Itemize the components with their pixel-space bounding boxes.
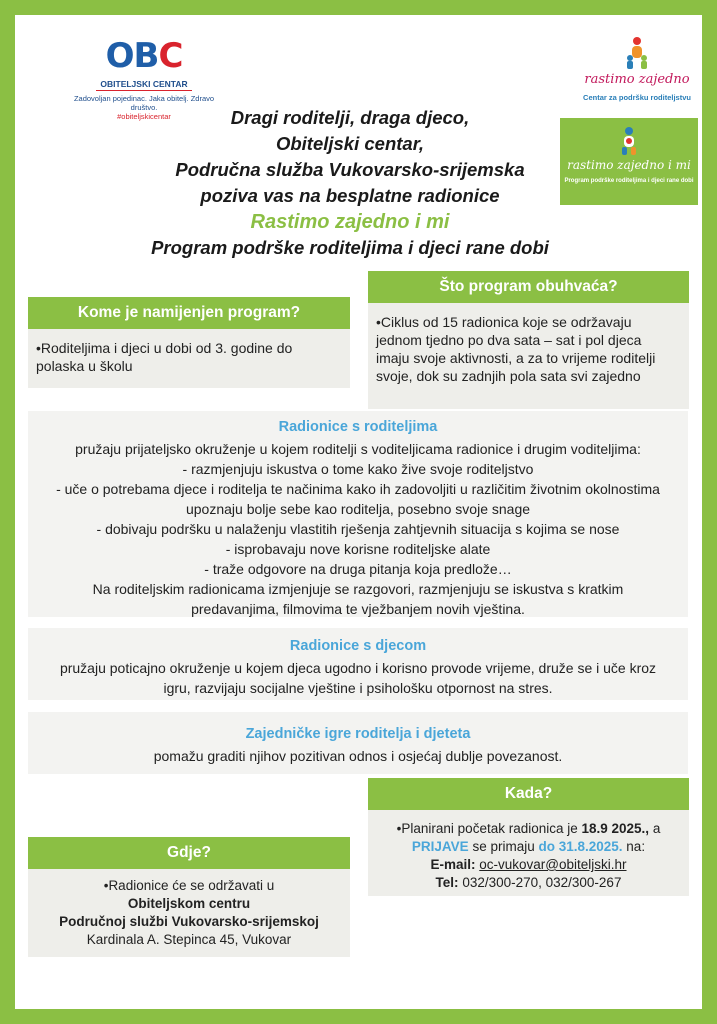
where-box bbox=[28, 837, 350, 957]
parent-workshops-section bbox=[28, 411, 688, 617]
obc-mark: OBC bbox=[105, 36, 183, 76]
where-venue: Obiteljskom centru bbox=[127, 896, 251, 911]
parent-workshops-line: pružaju prijateljsko okruženje u kojem roditelji s voditeljicama radionice i drugim voditeljima: bbox=[75, 441, 641, 457]
family-figure-icon bbox=[620, 36, 654, 70]
program-scope-text: • Ciklus od 15 radionica koje se održavaju jednom tjedno po dva sata – sat i pol djeca imaju svoje aktivnosti, a za to vrijeme roditelji svoje, dok su zadnjih pola sata svi zajedno bbox=[376, 314, 655, 384]
parent-workshops-heading: Radionice s roditeljima bbox=[278, 419, 438, 435]
rastimo-zajedno-script: rastimo zajedno bbox=[584, 72, 690, 87]
email-link[interactable]: oc-vukovar@obiteljski.hr bbox=[479, 857, 627, 872]
parent-workshops-line: - razmjenjuju iskustva o tome kako žive svoje roditeljstvo bbox=[182, 461, 534, 477]
program-scope-box bbox=[368, 271, 689, 409]
obc-name: OBITELJSKI CENTAR bbox=[96, 79, 191, 91]
joint-play-text: pomažu graditi njihov pozitivan odnos i osjećaj dublje povezanost. bbox=[153, 748, 563, 764]
title-line-greeting: Dragi roditelji, draga djeco, bbox=[230, 107, 470, 128]
registration-deadline: do 31.8.2025. bbox=[538, 839, 623, 854]
parent-workshops-line: - uče o potrebama djece i roditelja te načinima kako ih zadovoljiti u različitim životnim okolnostima bbox=[56, 481, 660, 497]
where-office: Područnoj službi Vukovarsko-srijemskoj bbox=[59, 914, 319, 929]
invitation-title bbox=[110, 105, 590, 261]
when-heading: Kada? bbox=[368, 778, 689, 810]
target-group-box bbox=[28, 297, 350, 388]
target-group-text: • Roditeljima i djeci u dobi od 3. godine do polaska u školu bbox=[36, 340, 292, 374]
when-schedule: • Planirani početak radionica je 18.9 2025., a PRIJAVE se primaju do 31.8.2025. na: bbox=[376, 820, 681, 856]
child-workshops-section bbox=[28, 628, 688, 700]
rastimo-zajedno-i-mi-subtitle: Program podrške roditeljima i djeci rane dobi bbox=[564, 178, 694, 184]
email-line: E-mail: oc-vukovar@obiteljski.hr bbox=[430, 857, 627, 872]
child-workshops-line: igru, razvijaju socijalne vještine i psihološku otpornost na stres. bbox=[163, 680, 553, 696]
where-line: • Radionice će se održavati u bbox=[34, 877, 344, 895]
joint-play-heading: Zajedničke igre roditelja i djeteta bbox=[245, 726, 471, 742]
parent-workshops-line: - dobivaju podršku u nalaženju vlastitih rješenja zahtjevnih situacija s kojima se nose bbox=[96, 521, 620, 537]
parent-workshops-line: - isprobavaju nove korisne roditeljske alate bbox=[225, 541, 491, 557]
parent-workshops-line: Na roditeljskim radionicama izmjenjuje se razgovori, razmjenjuju se iskustva s kratkim bbox=[92, 581, 624, 597]
program-name: Rastimo zajedno i mi bbox=[250, 211, 450, 233]
where-address: Kardinala A. Stepinca 45, Vukovar bbox=[86, 932, 292, 947]
program-scope-heading: Što program obuhvaća? bbox=[368, 271, 689, 303]
parent-workshops-line: - traže odgovore na druga pitanja koja predlože… bbox=[204, 561, 512, 577]
obc-hashtag: #obiteljskicentar bbox=[117, 112, 171, 121]
phone-numbers: 032/300-270, 032/300-267 bbox=[462, 875, 622, 890]
when-box bbox=[368, 778, 689, 896]
start-date: 18.9 2025., bbox=[581, 821, 650, 836]
title-line-invitation: poziva vas na besplatne radionice bbox=[200, 185, 500, 206]
target-group-heading: Kome je namijenjen program? bbox=[28, 297, 350, 329]
child-workshops-heading: Radionice s djecom bbox=[289, 638, 427, 654]
where-heading: Gdje? bbox=[28, 837, 350, 869]
program-subtitle: Program podrške roditeljima i djeci rane dobi bbox=[151, 237, 549, 258]
phone-line: Tel: 032/300-270, 032/300-267 bbox=[435, 875, 622, 890]
obc-tagline: Zadovoljan pojedinac. Jaka obitelj. Zdravo društvo. bbox=[73, 94, 215, 112]
rastimo-zajedno-i-mi-script: rastimo zajedno i mi bbox=[567, 158, 691, 172]
child-workshops-line: pružaju poticajno okruženje u kojem djeca ugodno i korisno provode vrijeme, druže se i uče kroz bbox=[59, 660, 657, 676]
title-line-organization: Obiteljski centar, bbox=[275, 133, 425, 154]
title-line-office: Područna služba Vukovarsko-srijemska bbox=[175, 159, 525, 180]
rastimo-zajedno-logo bbox=[572, 36, 702, 102]
joint-play-section bbox=[28, 712, 688, 774]
parent-workshops-line: predavanjima, filmovima te vježbanjem novih vještina. bbox=[191, 601, 525, 617]
family-figure-icon bbox=[614, 126, 644, 156]
parent-workshops-line: upoznaju bolje sebe kao roditelja, posebno svoje snage bbox=[185, 501, 531, 517]
rastimo-zajedno-subtitle: Centar za podršku roditeljstvu bbox=[583, 93, 691, 102]
registration-label: PRIJAVE bbox=[411, 839, 469, 854]
